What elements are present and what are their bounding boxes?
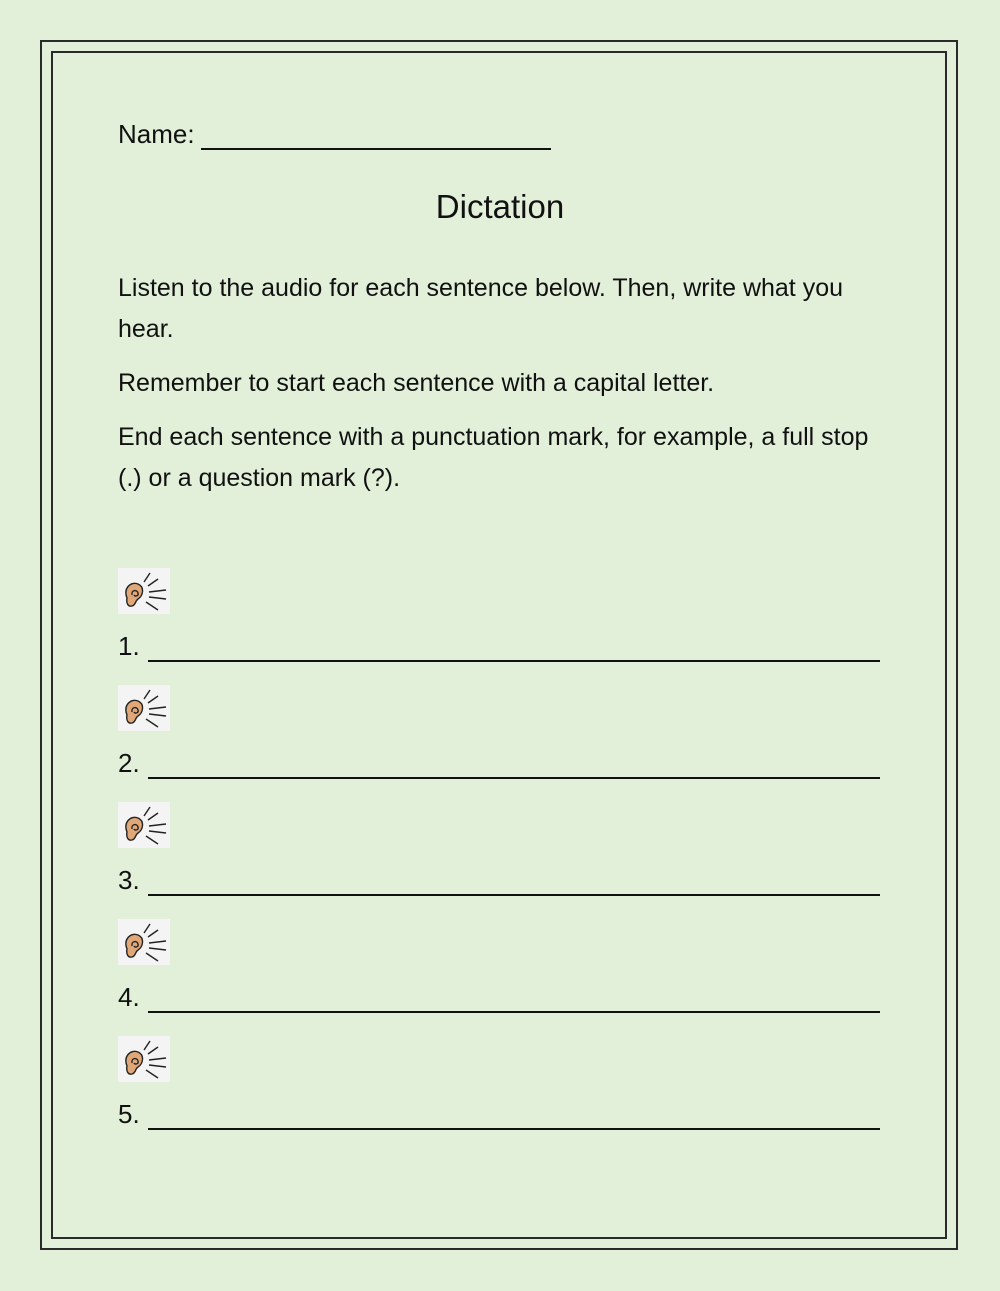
answer-line-3[interactable] xyxy=(148,864,880,896)
answer-row-4 xyxy=(118,981,880,1013)
answer-line-4[interactable] xyxy=(148,981,880,1013)
name-row xyxy=(118,118,551,150)
answer-row-3 xyxy=(118,864,880,896)
page-title: Dictation xyxy=(435,188,565,225)
item-number: 1. xyxy=(118,631,140,661)
item-number: 4. xyxy=(118,982,140,1012)
answer-row-5 xyxy=(118,1098,880,1130)
item-number: 3. xyxy=(118,865,140,895)
instruction-3: End each sentence with a punctuation mark, for example, a full stop (.) or a question mark (?). xyxy=(118,423,869,492)
ear-listening-icon[interactable] xyxy=(118,919,170,965)
ear-listening-icon[interactable] xyxy=(118,568,170,614)
answer-row-2 xyxy=(118,747,880,779)
name-input-line[interactable] xyxy=(201,118,551,150)
ear-listening-icon[interactable] xyxy=(118,1036,170,1082)
answer-row-1 xyxy=(118,630,880,662)
instruction-2: Remember to start each sentence with a capital letter. xyxy=(118,369,715,397)
item-number: 2. xyxy=(118,748,140,778)
name-label: Name: xyxy=(118,119,195,149)
item-number: 5. xyxy=(118,1099,140,1129)
answer-line-1[interactable] xyxy=(148,630,880,662)
ear-listening-icon[interactable] xyxy=(118,802,170,848)
answer-line-2[interactable] xyxy=(148,747,880,779)
instruction-1: Listen to the audio for each sentence below. Then, write what you hear. xyxy=(118,274,843,343)
instructions xyxy=(118,268,898,512)
ear-listening-icon[interactable] xyxy=(118,685,170,731)
answer-line-5[interactable] xyxy=(148,1098,880,1130)
